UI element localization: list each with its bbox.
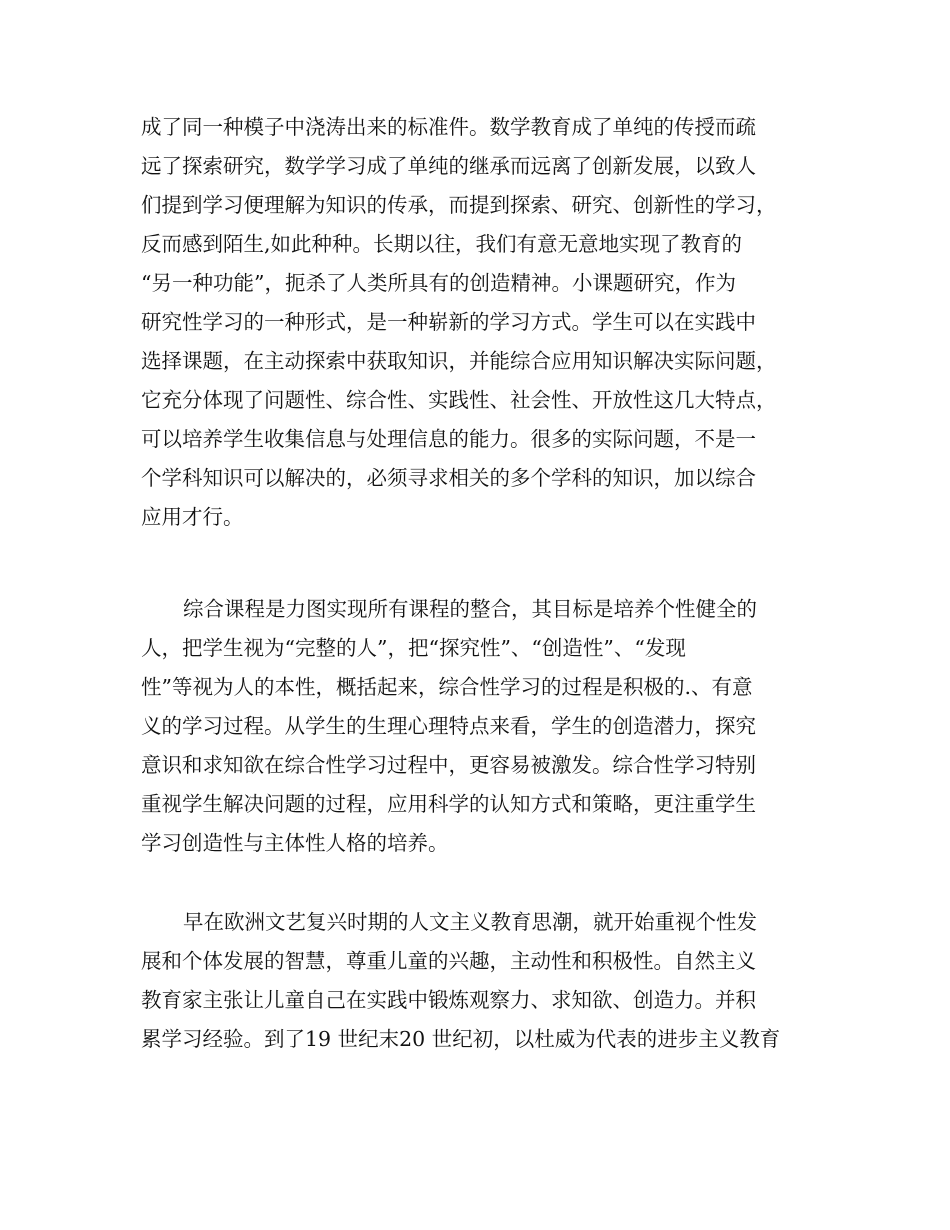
text-line: 累学习经验。到了19 世纪末20 世纪初，以杜威为代表的进步主义教育 (141, 1027, 781, 1051)
text-line: 早在欧洲文艺复兴时期的人文主义教育思潮，就开始重视个性发 (183, 910, 757, 934)
text-line: 学习创造性与主体性人格的培养。 (141, 831, 449, 855)
text-line: 个学科知识可以解决的，必须寻求相关的多个学科的知识，加以综合 (141, 466, 756, 490)
paragraph-1 (141, 108, 841, 537)
text-line: 展和个体发展的智慧，尊重儿童的兴趣，主动性和积极性。自然主义 (141, 949, 756, 973)
text-line: 可以培养学生收集信息与处理信息的能力。很多的实际问题，不是一 (141, 427, 756, 451)
text-line: 意识和求知欲在综合性学习过程中，更容易被激发。综合性学习特别 (141, 753, 756, 777)
text-line: 远了探索研究，数学学习成了单纯的继承而远离了创新发展，以致人 (141, 154, 756, 178)
text-line: 综合课程是力图实现所有课程的整合，其目标是培养个性健全的 (183, 597, 757, 621)
text-line: 成了同一种模子中浇涛出来的标准件。数学教育成了单纯的传授而疏 (141, 115, 756, 139)
paragraph-3 (141, 903, 841, 1059)
text-line: 应用才行。 (141, 505, 244, 529)
text-line: 教育家主张让儿童自己在实践中锻炼观察力、求知欲、创造力。并积 (141, 988, 756, 1012)
paragraph-2 (141, 590, 841, 863)
text-line: 义的学习过程。从学生的生理心理特点来看，学生的创造潜力，探究 (141, 714, 756, 738)
text-line: 们提到学习便理解为知识的传承，而提到探索、研究、创新性的学习， (141, 193, 777, 217)
text-line: 反而感到陌生,如此种种。长期以往，我们有意无意地实现了教育的 (141, 232, 743, 256)
text-line: 它充分体现了问题性、综合性、实践性、社会性、开放性这几大特点， (141, 388, 777, 412)
text-line: 重视学生解决问题的过程，应用科学的认知方式和策略，更注重学生 (141, 792, 756, 816)
text-line: “另一种功能”，扼杀了人类所具有的创造精神。小课题研究，作为 (141, 271, 736, 295)
text-line: 性”等视为人的本性，概括起来，综合性学习的过程是积极的.、有意 (141, 675, 753, 699)
text-line: 选择课题，在主动探索中获取知识，并能综合应用知识解决实际问题， (141, 349, 777, 373)
text-line: 研究性学习的一种形式，是一种崭新的学习方式。学生可以在实践中 (141, 310, 756, 334)
text-line: 人，把学生视为“完整的人”，把“探究性”、“创造性”、“发现 (141, 636, 686, 660)
